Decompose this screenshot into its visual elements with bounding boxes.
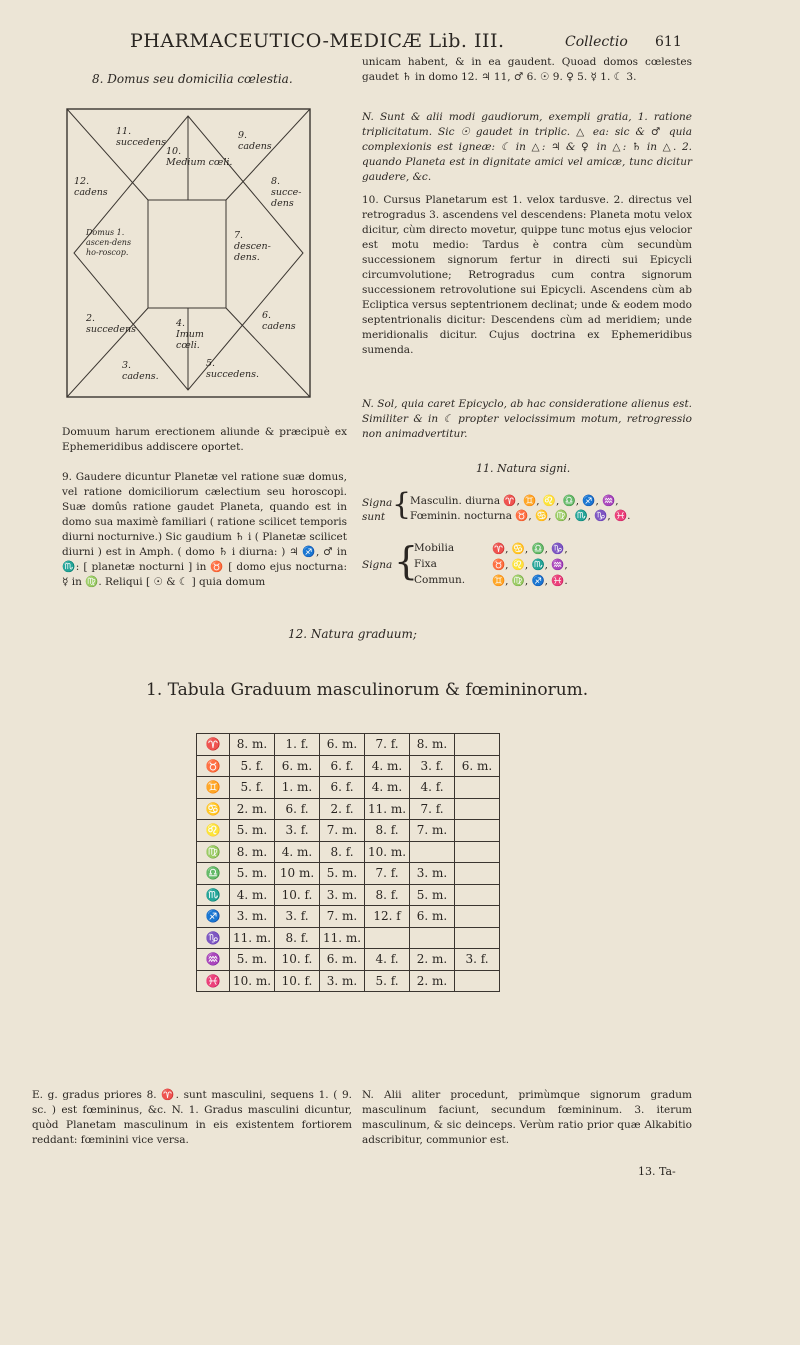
degree-cell [455, 820, 500, 842]
degrees-table [196, 733, 500, 992]
degree-cell: 11. m. [320, 927, 365, 949]
commun-label: Commun. [414, 574, 466, 586]
section-12-heading: 12. Natura graduum; [288, 627, 417, 641]
degree-cell: 7. f. [365, 734, 410, 756]
fixa-label: Fixa [414, 558, 437, 570]
table-row [197, 798, 500, 820]
sign-cell: ♈ [197, 734, 230, 756]
degree-cell [455, 777, 500, 799]
degree-cell: 10. f. [275, 970, 320, 992]
paragraph-9: 9. Gaudere dicuntur Planetæ vel ratione suæ domus, vel ratione domiciliorum cælectium seu horoscopi. Suæ domûs ratione gaudet Planeta, quando est in domo sua maximè familiari ( ratione scilicet temporis diurni nocturnive.) Sic gaudium ♄ i ( Planetæ scilicet diurni ) est in Amph. ( domo ♄ i diurna: ) ♃ ♐, ♂ in ♏: [ planetæ nocturni ] in ♉ [ domo ejus nocturna: ☿ in ♍. Reliqui [ ☉ & ☾ ] quia domum [62, 471, 347, 588]
table-row [197, 949, 500, 971]
house-12-label: 12. cadens [74, 176, 108, 198]
degree-cell: 8. f. [365, 884, 410, 906]
degree-cell: 6. m. [320, 949, 365, 971]
table-row [197, 863, 500, 885]
house-2-label: 2. succedens [86, 313, 136, 335]
degree-cell [410, 927, 455, 949]
degree-cell: 3. f. [455, 949, 500, 971]
degree-cell: 3. m. [230, 906, 275, 928]
degree-cell: 8. m. [230, 734, 275, 756]
house-7-label: 7. descen-dens. [234, 230, 271, 263]
degree-cell: 2. m. [410, 949, 455, 971]
sign-cell: ♍ [197, 841, 230, 863]
degree-cell: 10. f. [275, 884, 320, 906]
degree-cell: 6. m. [275, 755, 320, 777]
degree-cell: 1. m. [275, 777, 320, 799]
degree-cell: 3. m. [320, 884, 365, 906]
degree-cell: 7. f. [365, 863, 410, 885]
degree-cell: 5. f. [230, 755, 275, 777]
degree-cell: 6. f. [320, 755, 365, 777]
degrees-table-wrap [196, 733, 500, 992]
house-8-label: 8. succe-dens [271, 176, 302, 209]
degree-cell: 5. m. [410, 884, 455, 906]
degree-cell: 3. m. [320, 970, 365, 992]
degree-cell: 5. m. [320, 863, 365, 885]
degree-cell: 3. f. [275, 906, 320, 928]
sign-cell: ♓ [197, 970, 230, 992]
table-row [197, 884, 500, 906]
degree-cell: 7. m. [320, 906, 365, 928]
signa-label: Signa [362, 559, 393, 571]
page-header-title: PHARMACEUTICO-MEDICÆ Lib. III. [130, 30, 505, 52]
masculine-signs: Masculin. diurna ♈, ♊, ♌, ♎, ♐, ♒, [410, 495, 619, 507]
degree-cell: 8. f. [365, 820, 410, 842]
sign-cell: ♋ [197, 798, 230, 820]
degree-cell: 10. f. [275, 949, 320, 971]
sign-cell: ♊ [197, 777, 230, 799]
degree-cell: 4. m. [275, 841, 320, 863]
paragraph-10: 10. Cursus Planetarum est 1. velox tardusve. 2. directus vel retrogradus 3. ascendens vel descendens: Planeta motu velox dicitur, cùm directo movetur, quippe tunc motus ejus velocior est motu medio: Tardus è contra cùm secundùm successionem signorum fertur in directi sui Epicycli circumvolutione; Retrogradus cum contra signorum successionem retrovolutione sui Epicycli. Ascendens cùm ab Ecliptica versus septentrionem declinat; unde & eodem modo septentrionalis dicitur: Descendens cùm ad meridiem; unde meridionalis dicitur. Cujus doctrina ex Ephemeridibus sumenda. [362, 194, 692, 356]
degree-cell: 10 m. [275, 863, 320, 885]
table-row [197, 970, 500, 992]
degree-cell: 10. m. [230, 970, 275, 992]
nota-bene-1: N. Sunt & alii modi gaudiorum, exempli gratia, 1. ratione triplicitatum. Sic ☉ gaudet in triplic. △ ea: sic & ♂ quia complexionis est igneæ: ☾ in △: ♃ & ♀ in △: ♄ in △. 2. quando Planeta est in dignitate amici vel amicæ, tunc dicitur gaudere, &c. [362, 111, 692, 183]
house-1-label: Domus 1. ascen-dens ho-roscop. [86, 228, 132, 257]
degree-cell: 5. f. [365, 970, 410, 992]
house-6-label: 6. cadens [262, 310, 296, 332]
sign-cell: ♐ [197, 906, 230, 928]
sign-cell: ♏ [197, 884, 230, 906]
bottom-left-note: E. g. gradus priores 8. ♈. sunt masculini, sequens 1. ( 9. sc. ) est fœmininus, &c. N. 1. Gradus masculini dicuntur, quòd Planetam masculinum in eis existentem fortiorem reddant: fœminini vice versa. [32, 1089, 352, 1146]
degree-cell: 5. m. [230, 863, 275, 885]
house-4-label: 4. Imum cœli. [176, 318, 204, 351]
page-number: 611 [655, 34, 682, 50]
degree-cell: 2. f. [320, 798, 365, 820]
table-row [197, 755, 500, 777]
brace: { [394, 539, 419, 583]
house-3-label: 3. cadens. [122, 360, 159, 382]
sign-cell: ♎ [197, 863, 230, 885]
nota-bene-2: N. Sol, quia caret Epicyclo, ab hac consideratione alienus est. Similiter & in ☾ propter velocissimum motum, retrogressio non animadvertitur. [362, 398, 692, 440]
degree-cell: 10. m. [365, 841, 410, 863]
sign-cell: ♉ [197, 755, 230, 777]
degree-cell: 4. m. [365, 755, 410, 777]
degree-cell: 7. m. [320, 820, 365, 842]
bottom-right-note: N. Alii aliter procedunt, primùmque signorum gradum masculinum faciunt, secundum fœmininum. 3. iterum masculinum, & sic deinceps. Verùm ratio prior quæ Alkabitio adscribitur, communior est. [362, 1089, 692, 1146]
commun-signs: ♊, ♍, ♐, ♓. [492, 575, 568, 587]
degree-cell: 7. m. [410, 820, 455, 842]
degree-cell: 8. f. [275, 927, 320, 949]
degree-cell [410, 841, 455, 863]
degree-cell: 4. f. [365, 949, 410, 971]
feminine-signs: Fœminin. nocturna ♉, ♋, ♍, ♏, ♑, ♓. [410, 510, 631, 522]
catchword: 13. Ta- [638, 1165, 676, 1178]
degree-cell [455, 884, 500, 906]
house-10-label: 10. Medium cœli. [166, 146, 233, 168]
degree-cell: 4. m. [230, 884, 275, 906]
house-9-label: 9. cadens [238, 130, 272, 152]
degree-cell: 5. m. [230, 820, 275, 842]
degree-cell [455, 970, 500, 992]
degree-cell: 5. m. [230, 949, 275, 971]
table-row [197, 820, 500, 842]
degree-cell: 3. m. [410, 863, 455, 885]
degree-cell: 4. m. [365, 777, 410, 799]
after-diagram-text: Domuum harum erectionem aliunde & præcipuè ex Ephemeridibus addiscere oportet. [62, 426, 347, 453]
degree-cell: 11. m. [365, 798, 410, 820]
table-row [197, 841, 500, 863]
header-section: Collectio [565, 34, 628, 50]
sign-cell: ♒ [197, 949, 230, 971]
degree-cell [365, 927, 410, 949]
houses-diagram [66, 108, 311, 398]
brace: { [392, 487, 412, 522]
degree-cell: 8. m. [410, 734, 455, 756]
table-row [197, 777, 500, 799]
degree-cell [455, 798, 500, 820]
degree-cell: 3. f. [410, 755, 455, 777]
table-row [197, 906, 500, 928]
degree-cell [455, 734, 500, 756]
table-title: 1. Tabula Graduum masculinorum & fœmininorum. [146, 680, 589, 700]
fixa-signs: ♉, ♌, ♏, ♒, [492, 559, 568, 571]
sign-cell: ♌ [197, 820, 230, 842]
degree-cell: 4. f. [410, 777, 455, 799]
degree-cell [455, 841, 500, 863]
house-11-label: 11. succedens [116, 126, 166, 148]
degree-cell: 7. f. [410, 798, 455, 820]
degree-cell: 1. f. [275, 734, 320, 756]
house-5-label: 5. succedens. [206, 358, 259, 380]
degree-cell: 6. m. [320, 734, 365, 756]
right-top-text: unicam habent, & in ea gaudent. Quoad domos cœlestes gaudet ♄ in domo 12. ♃ 11, ♂ 6. ☉ 9. ♀ 5. ☿ 1. ☾ 3. [362, 56, 692, 83]
degree-cell [455, 927, 500, 949]
degree-cell: 6. f. [320, 777, 365, 799]
table-row [197, 927, 500, 949]
section-11-heading: 11. Natura signi. [476, 462, 571, 475]
degree-cell: 8. f. [320, 841, 365, 863]
degree-cell: 6. m. [455, 755, 500, 777]
degree-cell: 11. m. [230, 927, 275, 949]
degree-cell: 3. f. [275, 820, 320, 842]
mobilia-label: Mobilia [414, 542, 455, 554]
degree-cell [455, 906, 500, 928]
degree-cell: 6. f. [275, 798, 320, 820]
table-row [197, 734, 500, 756]
mobilia-signs: ♈, ♋, ♎, ♑, [492, 543, 568, 555]
sign-cell: ♑ [197, 927, 230, 949]
degree-cell [455, 863, 500, 885]
houses-heading: 8. Domus seu domicilia cœlestia. [92, 72, 293, 86]
signa-sunt-label: Signa sunt [362, 497, 393, 523]
degree-cell: 8. m. [230, 841, 275, 863]
degree-cell: 2. m. [230, 798, 275, 820]
degree-cell: 6. m. [410, 906, 455, 928]
degree-cell: 2. m. [410, 970, 455, 992]
degree-cell: 5. f. [230, 777, 275, 799]
degree-cell: 12. f [365, 906, 410, 928]
